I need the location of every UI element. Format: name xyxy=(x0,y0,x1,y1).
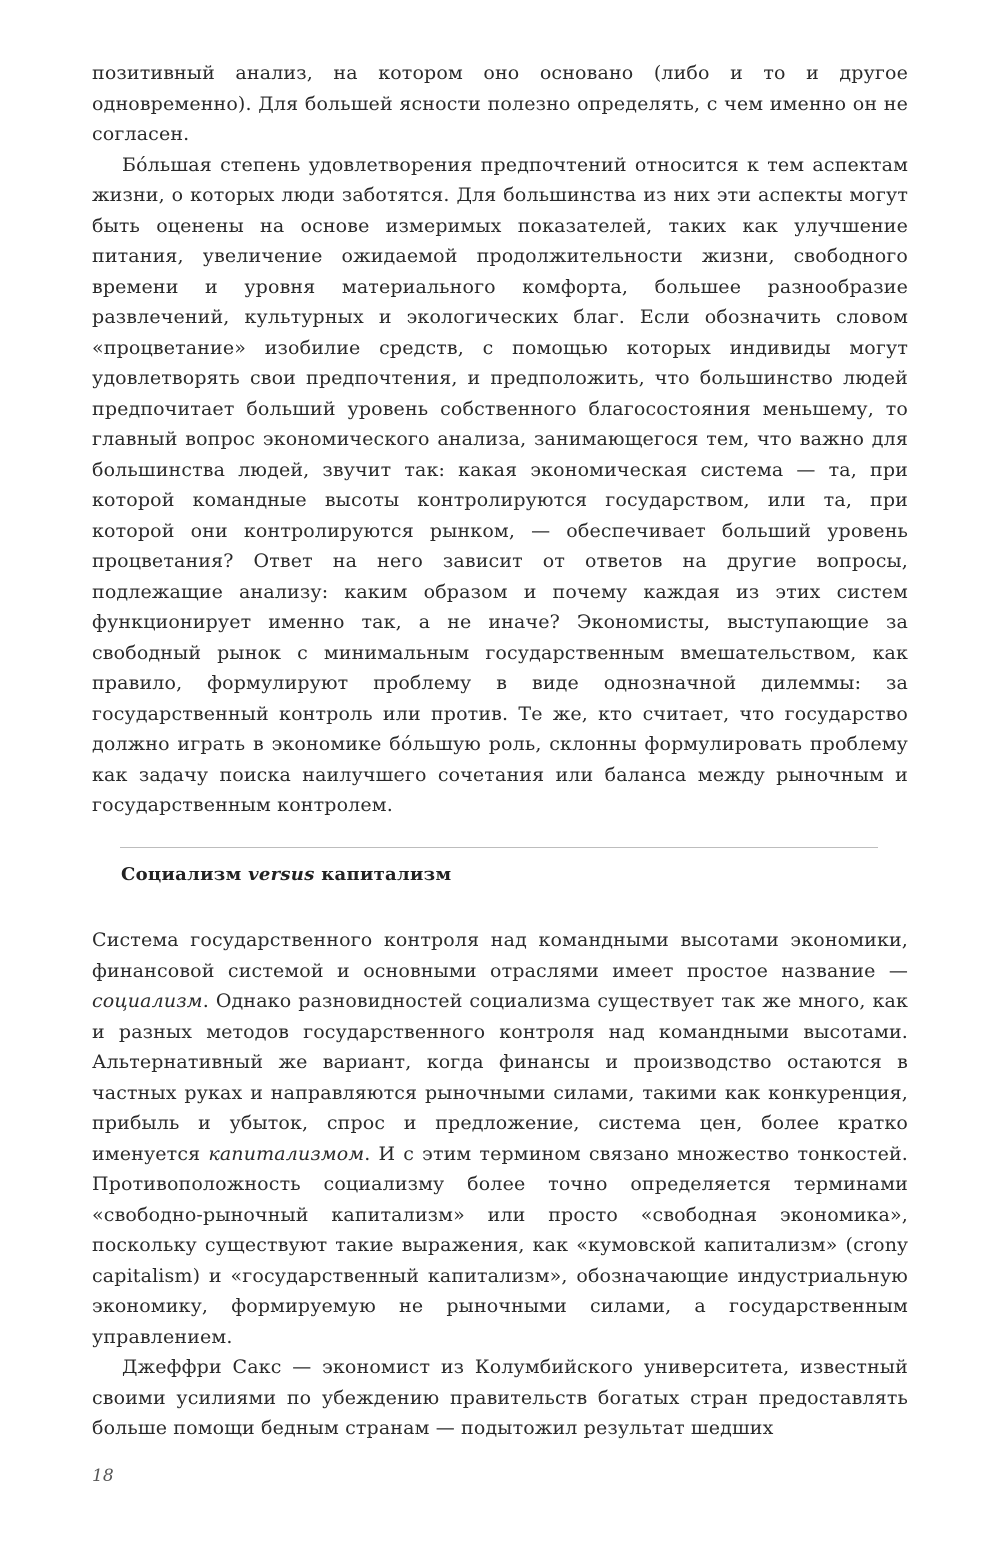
emphasis-socialism: социализм xyxy=(92,990,203,1012)
section-divider xyxy=(120,847,878,848)
section-heading-italic: versus xyxy=(248,864,315,885)
text-block-top xyxy=(92,58,908,821)
paragraph-socialism xyxy=(92,925,908,1352)
emphasis-capitalism: капитализмом xyxy=(208,1142,365,1165)
section-heading xyxy=(121,864,451,885)
text-run: Система государственного контроля над командными высотами экономики, финансовой системой и основными отраслями имеет простое название — xyxy=(92,929,908,982)
page-number: 18 xyxy=(92,1466,114,1486)
section-heading-part2: капитализм xyxy=(314,864,452,885)
text-run: . И с этим термином связано множество тонкостей. Противоположность социализму более точно определяется терминами «свободно-рыночный капитализм» или просто «свободная экономика», поскольку существуют такие выражения, как «кумовской капитализм» (crony capitalism) и «государственный капитализм», обозначающие индустриальную экономику, формируемую не рыночными силами, а государственным управлением. xyxy=(92,1142,908,1348)
paragraph-continuation: позитивный анализ, на котором оно основано (либо и то и другое одновременно). Для большей ясности полезно определять, с чем именно он не согласен. xyxy=(92,62,908,145)
section-heading-part1: Социализм xyxy=(121,864,249,885)
text-run: . Однако разновидностей социализма существует так же много, как и разных методов государственного контроля над командными высотами. Альтернативный же вариант, когда финансы и производство остаются в частных руках и направляются рыночными силами, такими как конкуренция, прибыль и убыток, спрос и предложение, система цен, более кратко именуется xyxy=(92,990,908,1165)
paragraph-sachs: Джеффри Сакс — экономист из Колумбийского университета, известный своими усилиями по убеждению правительств богатых стран предоставлять больше помощи бедным странам — подытожил результат шедших xyxy=(92,1356,908,1439)
text-block-bottom xyxy=(92,925,908,1444)
paragraph-prosperity: Бóльшая степень удовлетворения предпочтений относится к тем аспектам жизни, о которых люди заботятся. Для большинства из них эти аспекты могут быть оценены на основе измеримых показателей, таких как улучшение питания, увеличение ожидаемой продолжительности жизни, свободного времени и уровня материального комфорта, большее разнообразие развлечений, культурных и экологических благ. Если обозначить словом «процветание» изобилие средств, с помощью которых индивиды могут удовлетворять свои предпочтения, и предположить, что большинство людей предпочитает больший уровень собственного благосостояния меньшему, то главный вопрос экономического анализа, занимающегося тем, что важно для большинства людей, звучит так: какая экономическая система — та, при которой командные высоты контролируются государством, или та, при которой они контролируются рынком, — обеспечивает больший уровень процветания? Ответ на него зависит от ответов на другие вопросы, подлежащие анализу: каким образом и почему каждая из этих систем функционирует именно так, а не иначе? Экономисты, выступающие за свободный рынок с минимальным государственным вмешательством, как правило, формулируют проблему в виде однозначной дилеммы: за государственный контроль или против. Те же, кто считает, что государство должно играть в экономике бóльшую роль, склонны формулировать проблему как задачу поиска наилучшего сочетания или баланса между рыночным и государственным контролем. xyxy=(92,153,908,816)
